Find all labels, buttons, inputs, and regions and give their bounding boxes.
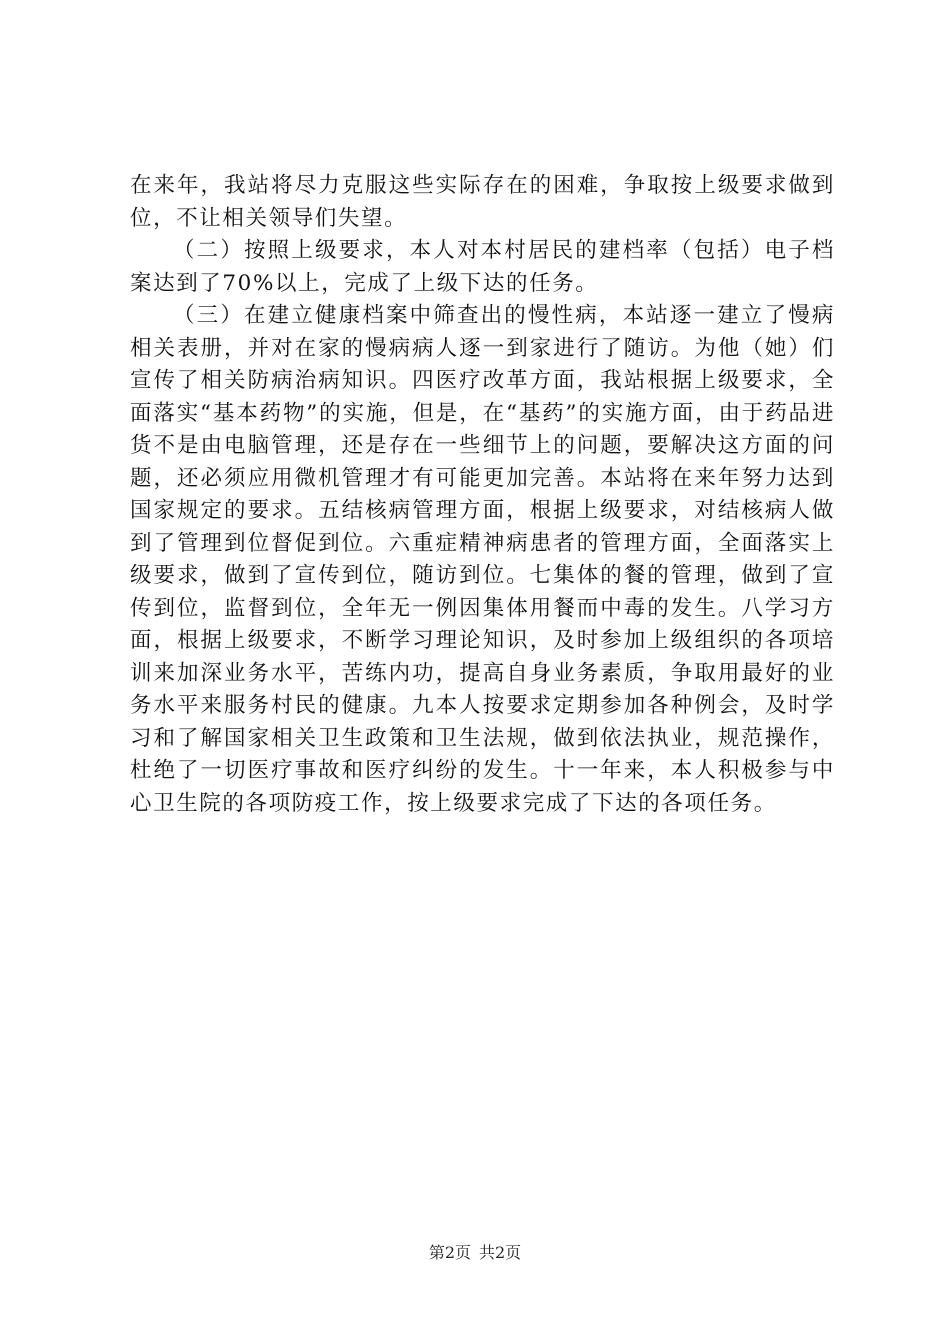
page-footer (0, 1242, 950, 1264)
page-total: 共2页 (479, 1243, 522, 1262)
paragraph-continuation: 在来年，我站将尽力克服这些实际存在的困难，争取按上级要求做到位，不让相关领导们失望。 (130, 173, 835, 231)
paragraph-section-three: （三）在建立健康档案中筛查出的慢性病，本站逐一建立了慢病相关表册，并对在家的慢病病人逐一到家进行了随访。为他（她）们宣传了相关防病治病知识。四医疗改革方面，我站根据上级要求，全面落实“基本药物”的实施，但是，在“基药”的实施方面，由于药品进货不是由电脑管理，还是存在一些细节上的问题，要解决这方面的问题，还必须应用微机管理才有可能更加完善。本站将在来年努力达到国家规定的要求。五结核病管理方面，根据上级要求，对结核病人做到了管理到位督促到位。六重症精神病患者的管理方面，全面落实上级要求，做到了宣传到位，随访到位。七集体的餐的管理，做到了宣传到位，监督到位，全年无一例因集体用餐而中毒的发生。八学习方面，根据上级要求，不断学习理论知识，及时参加上级组织的各项培训来加深业务水平，苦练内功，提高自身业务素质，争取用最好的业务水平来服务村民的健康。九本人按要求定期参加各种例会，及时学习和了解国家相关卫生政策和卫生法规，做到依法执业，规范操作，杜绝了一切医疗事故和医疗纠纷的发生。十一年来，本人积极参与中心卫生院的各项防疫工作，按上级要求完成了下达的各项任务。 (130, 303, 835, 816)
paragraph-section-two: （二）按照上级要求，本人对本村居民的建档率（包括）电子档案达到了70%以上，完成了上级下达的任务。 (130, 238, 835, 296)
document-body (130, 170, 835, 820)
page-number: 第2页 (428, 1243, 471, 1262)
